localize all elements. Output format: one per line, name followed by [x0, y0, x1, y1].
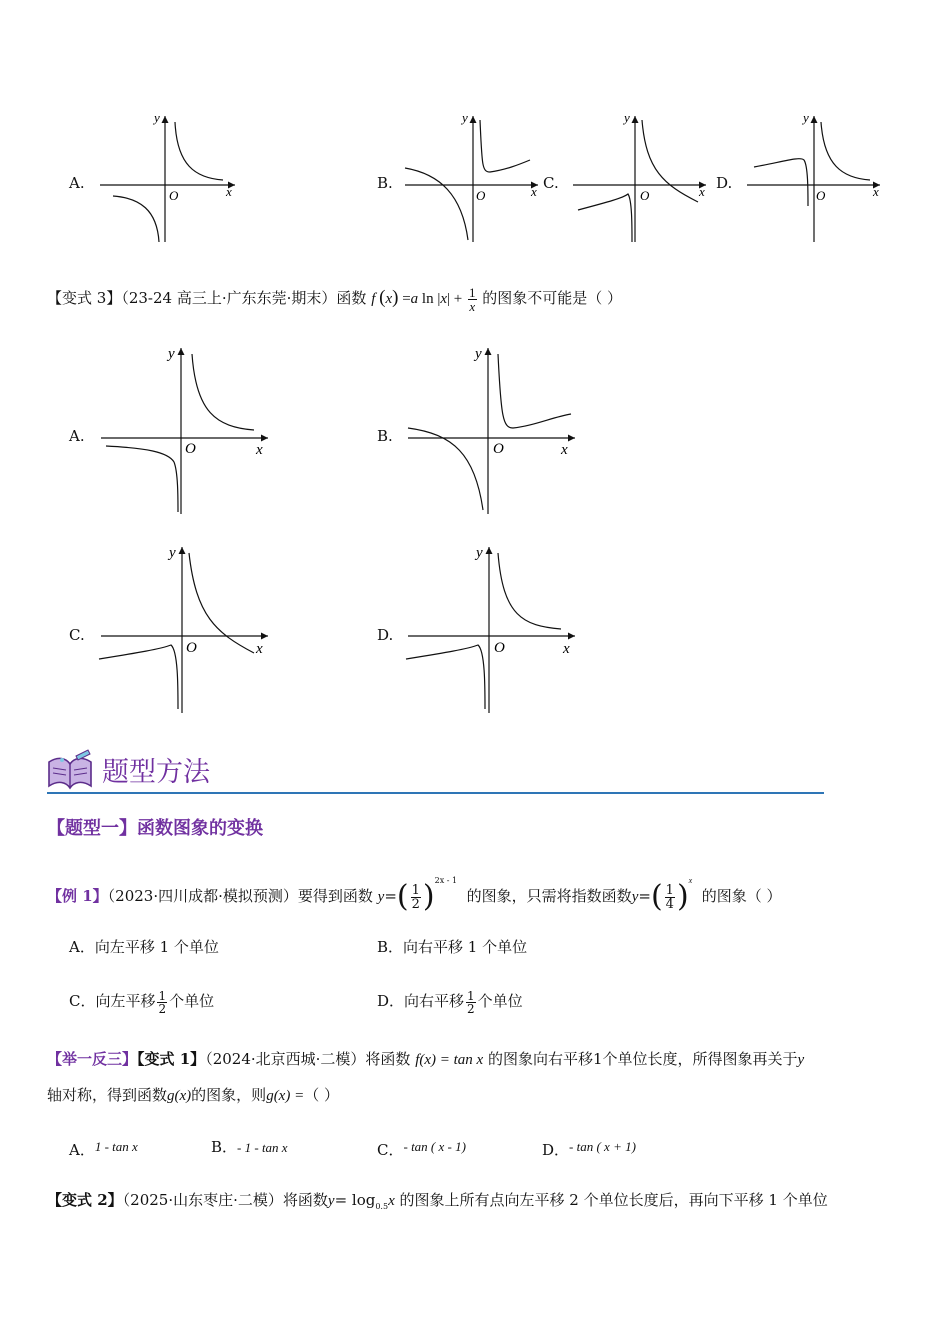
option-c-label: C. [543, 174, 559, 192]
variant3-question: 【变式 3】（23-24 高三上·广东东莞·期末）函数 f (x) =a ln |x| + $\frac{1}{x}$ 的图象不可能是（ ） [47, 285, 623, 314]
svg-text:O: O [185, 441, 196, 457]
svg-text:x: x [699, 184, 705, 199]
juyi-option-d: D．- tan ( x + 1) [542, 1139, 636, 1159]
svg-text:x: x [561, 442, 568, 458]
graph-top-c [568, 110, 713, 250]
svg-text:x: x [563, 641, 570, 657]
v3-option-c-label: C. [69, 626, 85, 644]
example1-option-a: A．向左平移 1 个单位 [69, 938, 219, 956]
svg-text:y: y [169, 545, 176, 561]
type1-title: 【题型一】函数图象的变换 [47, 818, 263, 839]
y-label: y [154, 110, 160, 125]
svg-text:x: x [873, 184, 879, 199]
svg-text:y: y [168, 346, 175, 362]
v3-option-a-label: A. [69, 427, 85, 445]
origin-label: O [169, 188, 179, 203]
v3-option-b-label: B. [377, 427, 393, 445]
graph-top-a [95, 110, 245, 250]
book-icon [46, 748, 96, 792]
svg-text:O: O [186, 640, 197, 656]
juyi-option-a: A．1 - tan x [69, 1139, 138, 1159]
juyi-variant1-line2: 轴对称，得到函数g(x)的图象，则g(x) =（ ） [47, 1086, 339, 1104]
example1-option-b: B．向右平移 1 个单位 [377, 938, 528, 956]
v3-graph-d [403, 541, 583, 716]
option-d-label: D. [716, 174, 733, 192]
svg-text:O: O [494, 640, 505, 656]
option-b-label: B. [377, 174, 393, 192]
svg-text:x: x [256, 641, 263, 657]
variant2-question: 【变式 2】（2025·山东枣庄·二模）将函数$y= \log_{0.5}x$ 的图象上所有点向左平移 2 个单位长度后，再向下平移 1 个单位 [47, 1191, 828, 1211]
svg-text:O: O [640, 188, 650, 203]
svg-text:x: x [256, 442, 263, 458]
svg-text:y: y [475, 346, 482, 362]
juyi-option-c: C．- tan ( x - 1) [377, 1139, 466, 1159]
graph-top-d [742, 110, 887, 250]
example1-option-d: D．向右平移 $\frac{1}{2}$ 个单位 [377, 988, 523, 1016]
svg-text:y: y [476, 545, 483, 561]
svg-text:O: O [493, 441, 504, 457]
section-divider [47, 792, 824, 794]
svg-text:y: y [803, 110, 809, 125]
v3-graph-b [403, 342, 583, 517]
v3-graph-a [96, 342, 276, 517]
juyi-option-b: B．- 1 - tan x [211, 1138, 288, 1156]
svg-text:O: O [476, 188, 486, 203]
variant3-function: f (x) =a ln |x| + $\frac{1}{x}$ [371, 285, 476, 314]
example1-question: 【例 1】（2023·四川成都·模拟预测）要得到函数 y=( $\frac{1}{2}$ )$^{2x - 1}$ 的图象，只需将指数函数y=( $\frac{1}{4}$ )$^x$ 的图象（ ） [47, 876, 782, 914]
graph-top-b [400, 110, 545, 250]
curve-right [175, 122, 223, 180]
svg-text:x: x [531, 184, 537, 199]
curve-left [113, 196, 159, 242]
juyi-variant1-line1: 【举一反三】【变式 1】（2024·北京西城·二模）将函数 f(x) = tan x 的图象向右平移1个单位长度，所得图象再关于y [47, 1050, 805, 1068]
svg-text:y: y [462, 110, 468, 125]
v3-graph-c [96, 541, 276, 716]
section-title: 题型方法 [102, 757, 210, 788]
option-a-label: A. [69, 174, 85, 192]
x-label: x [226, 184, 232, 199]
example1-option-c: C．向左平移 $\frac{1}{2}$ 个单位 [69, 988, 215, 1016]
v3-option-d-label: D. [377, 626, 394, 644]
svg-text:O: O [816, 188, 826, 203]
svg-text:y: y [624, 110, 630, 125]
